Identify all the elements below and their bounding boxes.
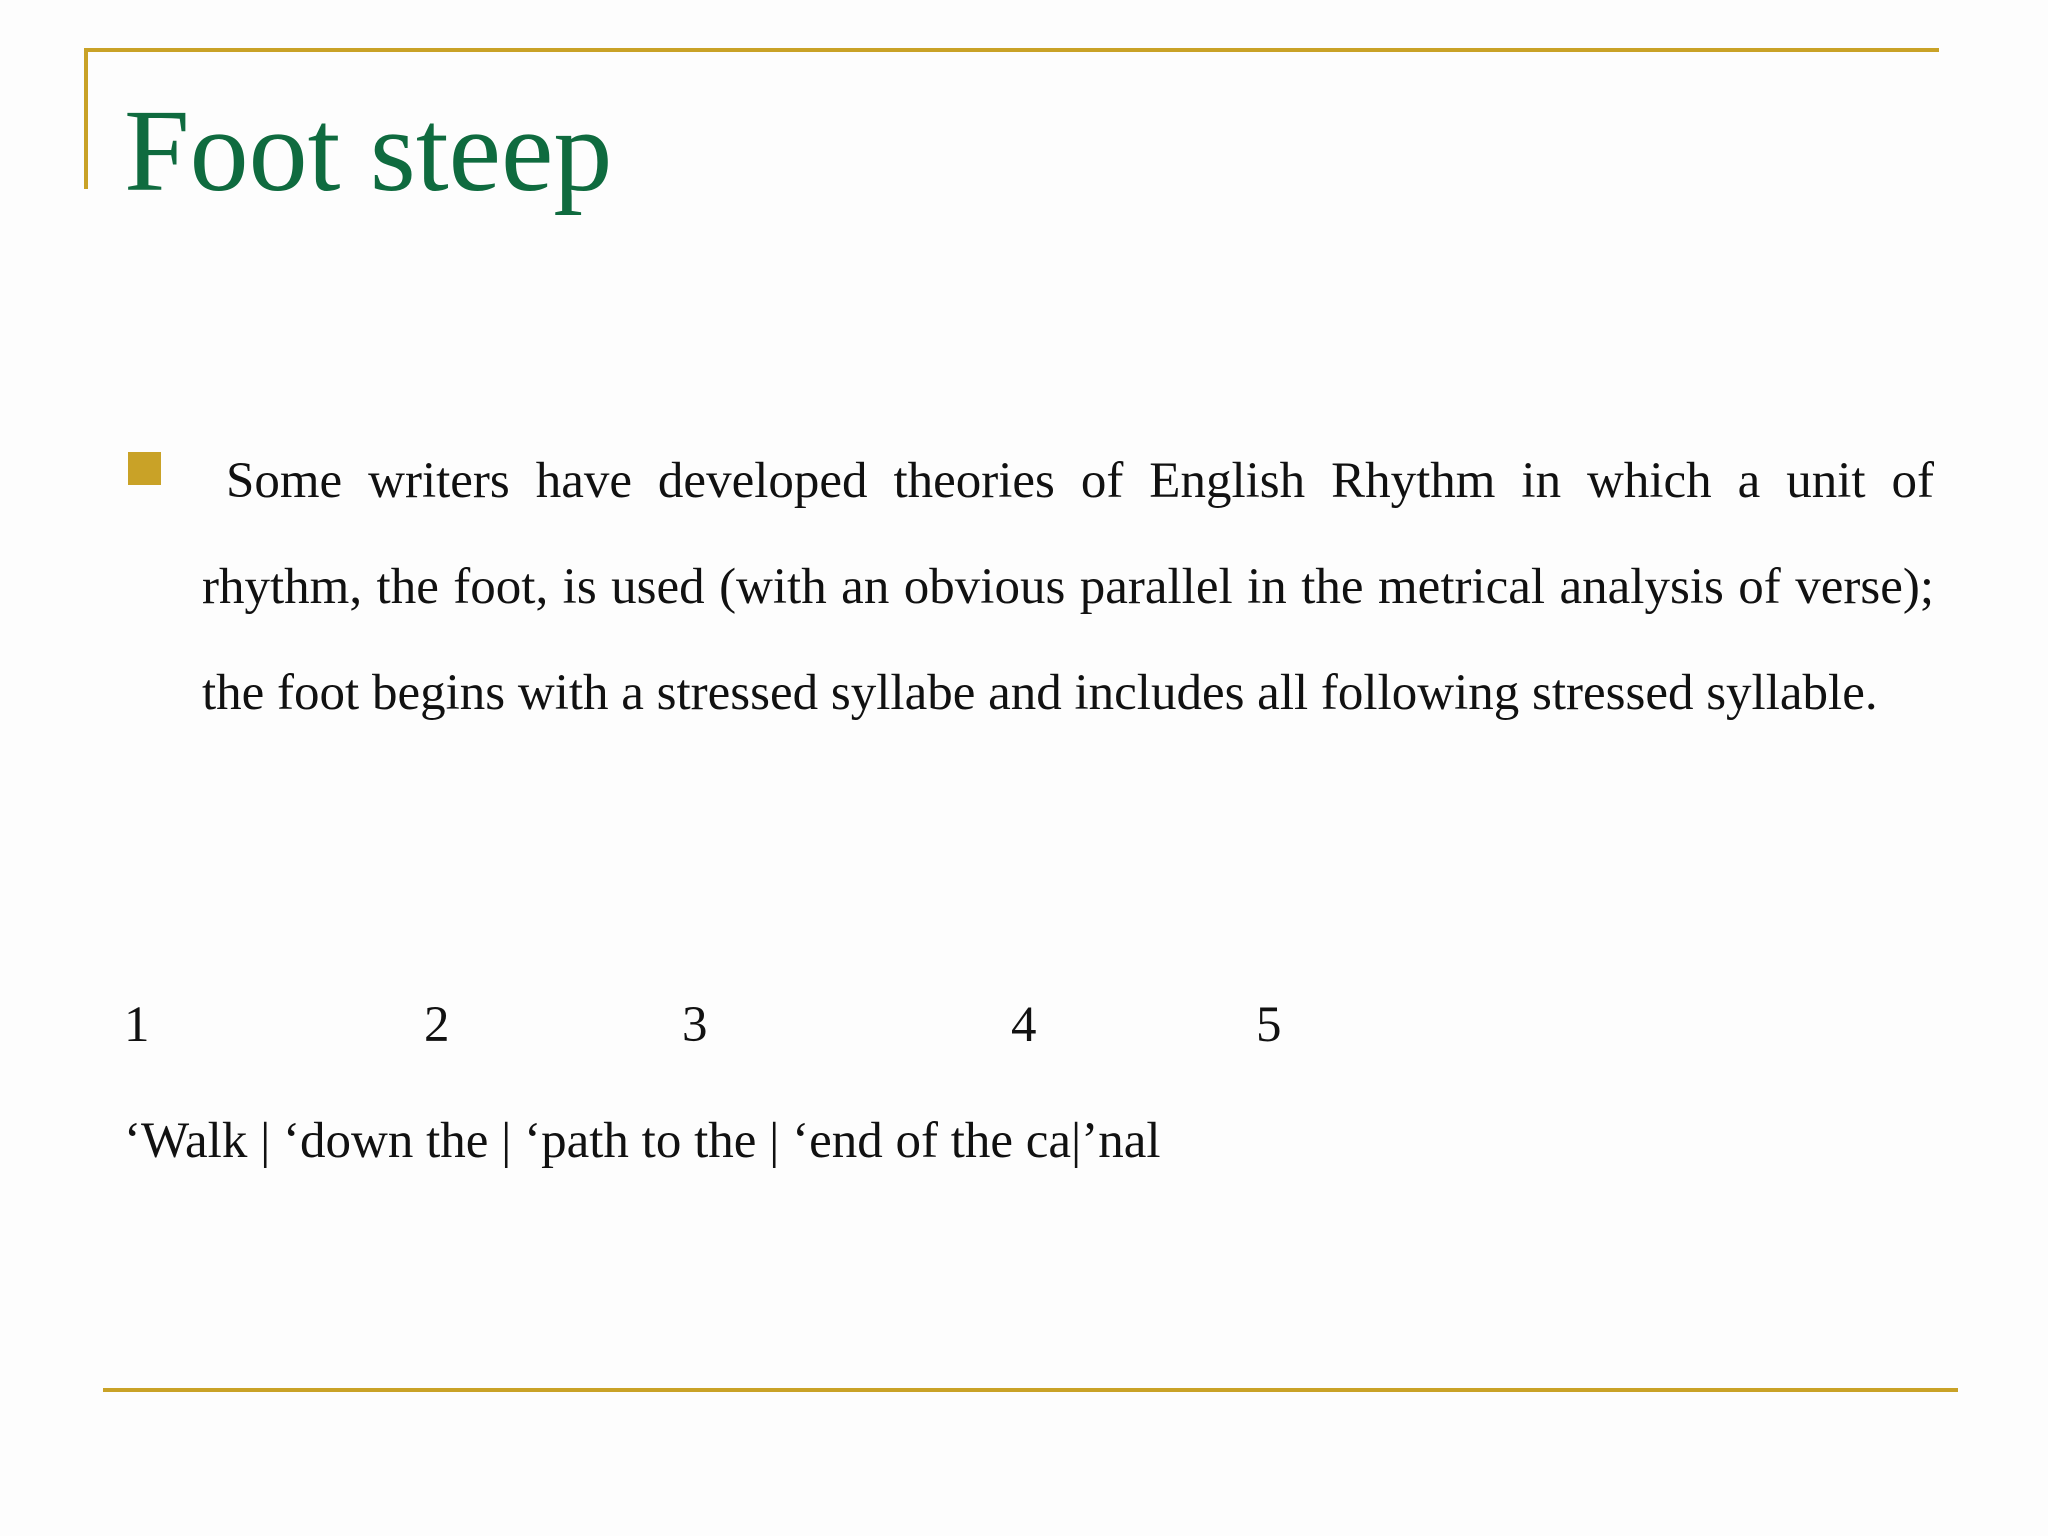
- example-sentence: ‘Walk | ‘down the | ‘path to the | ‘end of the ca|’nal: [124, 1113, 1161, 1169]
- foot-number-2: 2: [424, 997, 450, 1053]
- bottom-divider-line: [103, 1388, 1958, 1392]
- top-divider-line: [84, 48, 1939, 52]
- foot-number-1: 1: [124, 997, 150, 1053]
- foot-number-5: 5: [1256, 997, 1282, 1053]
- bullet-text: Some writers have developed theories of English Rhythm in which a unit of rhythm, the foot, is used (with an obvious parallel in the metrical analysis of verse); the foot begins with a stressed syllabe and includes all following stressed syllable.: [202, 453, 1934, 721]
- left-accent-line: [84, 48, 88, 189]
- slide-title: Foot steep: [124, 85, 613, 216]
- foot-number-4: 4: [1011, 997, 1037, 1053]
- square-bullet-icon: [128, 452, 161, 485]
- foot-numbers-row: [0, 990, 2048, 1060]
- bullet-paragraph: [202, 428, 1934, 746]
- foot-number-3: 3: [682, 997, 708, 1053]
